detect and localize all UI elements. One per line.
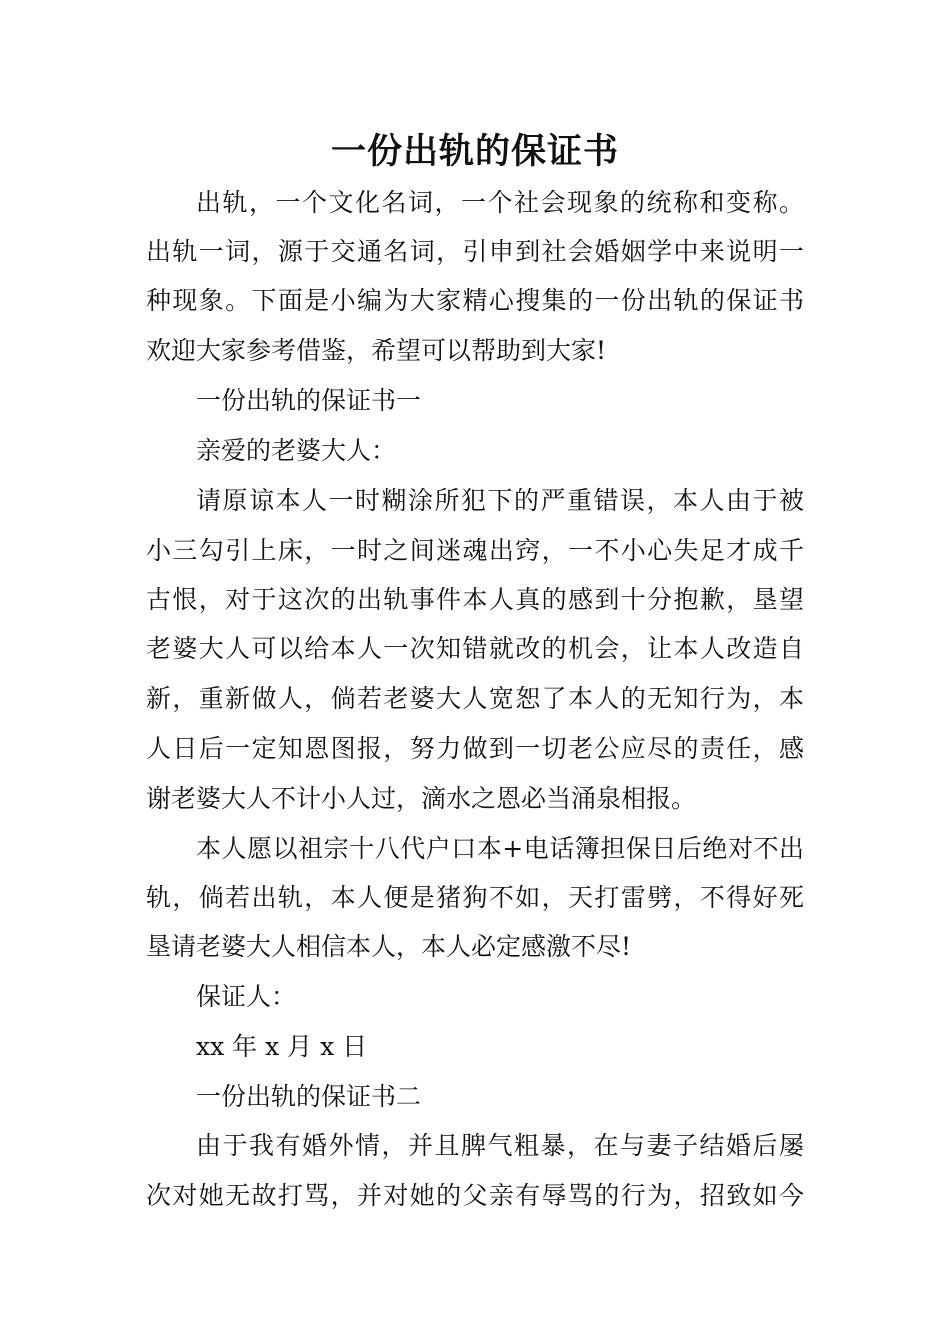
section-heading: 一份出轨的保证书二	[196, 1082, 422, 1111]
paragraph-line: 新，重新做人，倘若老婆大人宽恕了本人的无知行为，本	[146, 684, 804, 713]
document-title: 一份出轨的保证书	[330, 131, 619, 172]
paragraph-line: 小三勾引上床，一时之间迷魂出窍，一不小心失足才成千	[146, 536, 804, 565]
paragraph-line: 老婆大人可以给本人一次知错就改的机会，让本人改造自	[146, 634, 804, 663]
paragraph-line: 本人愿以祖宗十八代户口本+电话簿担保日后绝对不出	[196, 834, 804, 863]
paragraph-line: 欢迎大家参考借鉴，希望可以帮助到大家!	[146, 336, 607, 365]
section-heading: 一份出轨的保证书一	[196, 386, 422, 415]
guarantor-label: 保证人：	[196, 982, 297, 1011]
paragraph-line: 古恨，对于这次的出轨事件本人真的感到十分抱歉，垦望	[146, 585, 804, 614]
paragraph-line: 出轨，一个文化名词，一个社会现象的统称和变称。	[196, 188, 804, 217]
paragraph-line: 请原谅本人一时糊涂所犯下的严重错误，本人由于被	[196, 486, 804, 515]
paragraph-line: 垦请老婆大人相信本人，本人必定感激不尽!	[146, 932, 632, 961]
paragraph-line: 出轨一词，源于交通名词，引申到社会婚姻学中来说明一	[146, 237, 804, 266]
paragraph-line: 谢老婆大人不计小人过，滴水之恩必当涌泉相报。	[146, 784, 697, 813]
date-line: xx 年 x 月 x 日	[196, 1032, 368, 1061]
salutation: 亲爱的老婆大人：	[196, 436, 397, 465]
paragraph-line: 次对她无故打骂，并对她的父亲有辱骂的行为，招致如今	[146, 1181, 804, 1210]
paragraph-line: 轨，倘若出轨，本人便是猪狗不如，天打雷劈，不得好死	[146, 883, 804, 912]
paragraph-line: 人日后一定知恩图报，努力做到一切老公应尽的责任，感	[146, 734, 804, 763]
paragraph-line: 由于我有婚外情，并且脾气粗暴，在与妻子结婚后屡	[196, 1131, 804, 1160]
paragraph-line: 种现象。下面是小编为大家精心搜集的一份出轨的保证书	[146, 286, 804, 315]
